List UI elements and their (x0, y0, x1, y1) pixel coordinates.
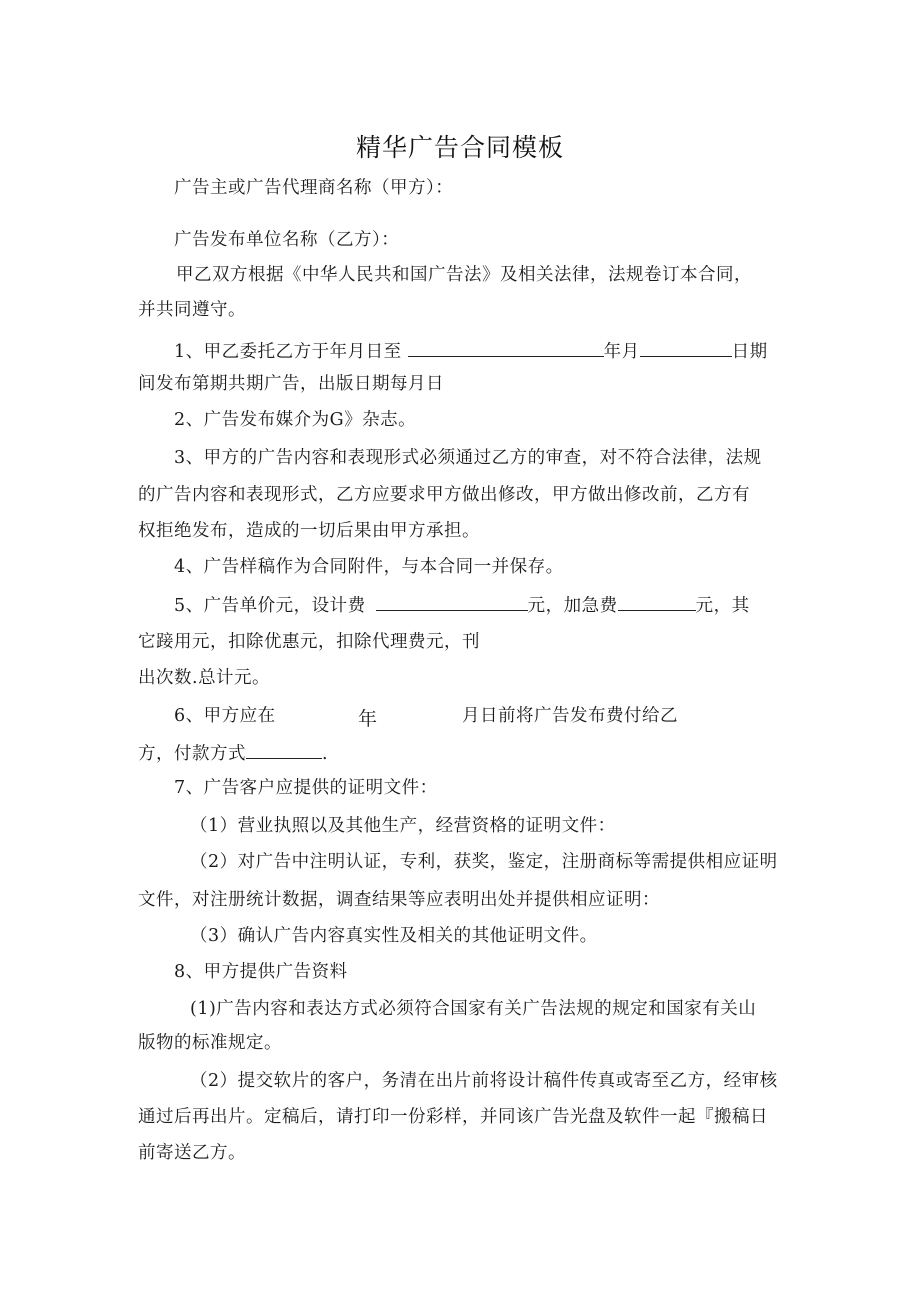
clause-7-item-2-line-2: 文件，对注册统计数据，调查结果等应表明出处并提供相应证明： (138, 890, 660, 910)
clause-1-line-2: 间发布第期共期广告，出版日期每月日 (138, 374, 444, 394)
clause-5-text-b: 元，加急费 (527, 596, 618, 616)
document-title: 精华广告合同模板 (355, 133, 564, 162)
intro-line-1: 甲乙双方根据《中华人民共和国广告法》及相关法律，法规卷订本合同， (176, 265, 752, 285)
clause-7-item-3: （3）确认广告内容真实性及相关的其他证明文件。 (190, 926, 598, 946)
clause-5-text-c: 元，其 (695, 596, 750, 616)
clause-1-text-b: 年月 (603, 342, 640, 362)
clause-6-year-char: 年 (358, 708, 378, 730)
clause-1-text-a: 1、甲乙委托乙方于年月日至 (174, 342, 402, 362)
clause-7-item-2-line-1: （2）对广告中注明认证，专利，获奖，鉴定，注册商标等需提供相应证明 (190, 852, 778, 872)
clause-6-text-a: 6、甲方应在 (174, 706, 276, 726)
clause-5-line-3: 出次数.总计元。 (138, 668, 271, 688)
clause-6-blank (246, 740, 322, 759)
clause-5-line-2: 它踥用元，扣除优惠元，扣除代理费元，刊 (138, 632, 480, 652)
clause-8-item-2-line-2: 通过后再出片。定稿后，请打印一份彩样，并同该广告光盘及软件一起『搬稿日 (138, 1107, 768, 1127)
clause-8-item-1-line-2: 版物的标准规定。 (138, 1033, 282, 1053)
clause-6-text-d: . (322, 744, 329, 764)
clause-6-text-c: 方，付款方式 (138, 744, 246, 764)
intro-line-2: 并共同遵守。 (138, 300, 246, 320)
clause-5-text-a: 5、广告单价元，设计费 (174, 596, 366, 616)
clause-5-blank-2 (618, 592, 696, 611)
clause-8-item-2-line-3: 前寄送乙方。 (138, 1143, 246, 1163)
clause-3-line-1: 3、甲方的广告内容和表现形式必须通过乙方的审查，对不符合法律，法规 (174, 448, 762, 468)
clause-8-item-2-line-1: （2）提交软片的客户，务清在出片前将设计稿件传真或寄至乙方，经审核 (190, 1071, 778, 1091)
clause-1-blank-1 (408, 338, 604, 357)
clause-8-item-1-line-1: (1)广告内容和表达方式必须符合国家有关广告法规的规定和国家有关山 (190, 999, 757, 1019)
clause-7: 7、广告客户应提供的证明文件： (174, 778, 438, 798)
clause-8: 8、甲方提供广告资料 (174, 962, 348, 982)
clause-7-item-1: （1）营业执照以及其他生产，经营资格的证明文件： (190, 816, 616, 836)
clause-6-text-b: 月日前将广告发布费付给乙 (462, 706, 678, 726)
clause-5-blank-1 (376, 592, 528, 611)
clause-6-line-2 (138, 740, 328, 766)
clause-3-line-2: 的广告内容和表现形式，乙方应要求甲方做出修改，甲方做出修改前，乙方有 (138, 485, 750, 505)
clause-2: 2、广告发布媒介为G》杂志。 (174, 410, 417, 430)
clause-4: 4、广告样稿作为合同附件，与本合同一并保存。 (174, 557, 564, 577)
party-b-line: 广告发布单位名称（乙方）： (174, 230, 400, 250)
clause-5-line-1 (174, 592, 750, 618)
party-a-line: 广告主或广告代理商名称（甲方）： (174, 178, 454, 198)
clause-3-line-3: 权拒绝发布，造成的一切后果由甲方承担。 (138, 521, 480, 541)
clause-1-text-c: 日期 (731, 342, 768, 362)
clause-1-blank-2 (640, 338, 732, 357)
clause-1-line-1 (174, 338, 768, 364)
